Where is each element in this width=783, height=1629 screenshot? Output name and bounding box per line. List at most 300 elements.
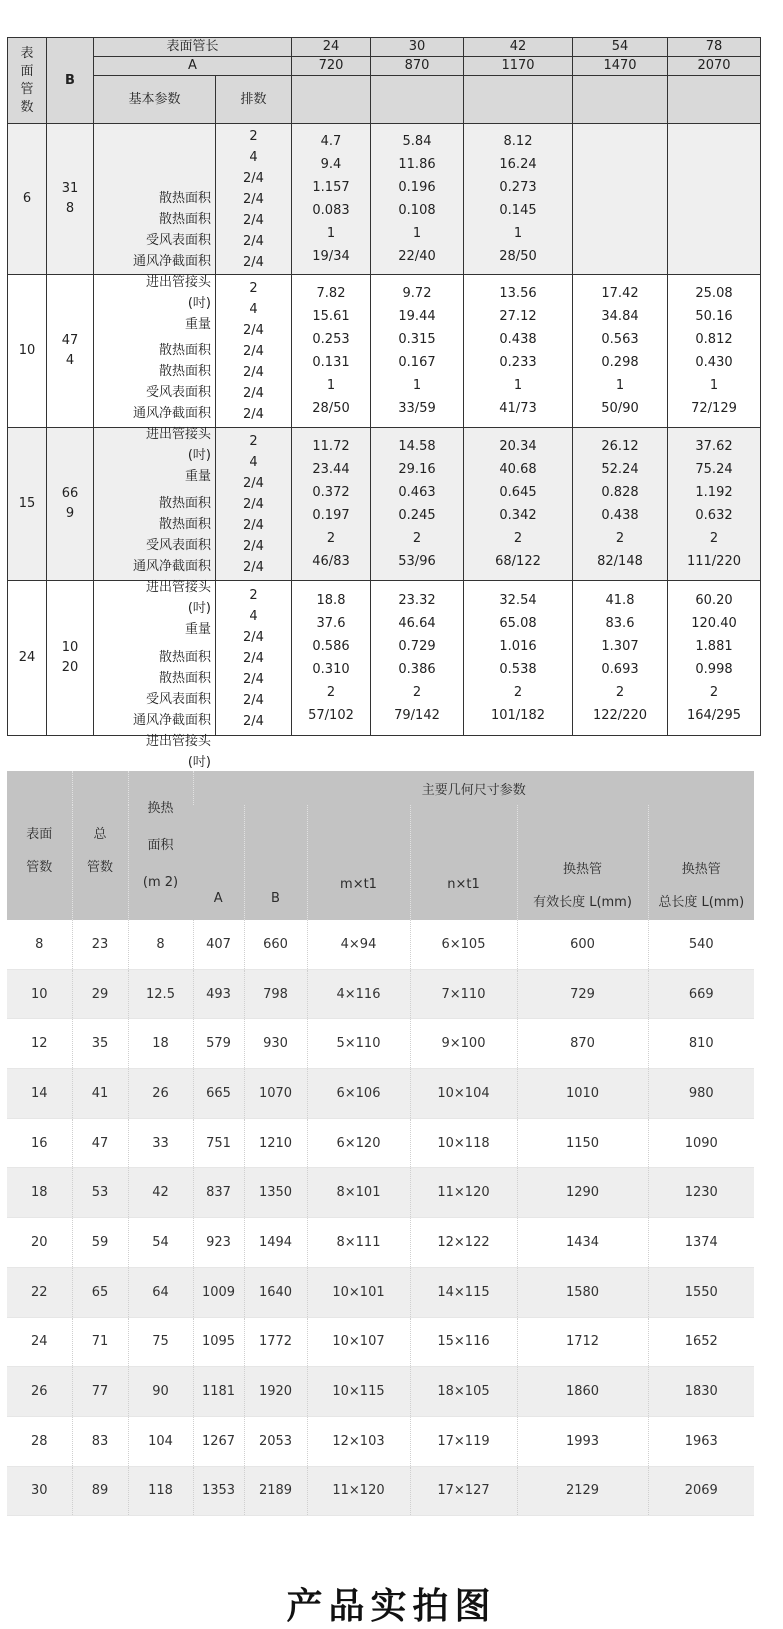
value: 79/142 <box>394 708 440 723</box>
param-label: 通风净截面积 <box>132 713 211 729</box>
value-list <box>668 275 761 428</box>
value: 28/50 <box>312 401 350 416</box>
value <box>573 153 667 176</box>
value: 11.72 <box>312 439 350 454</box>
cell-m-x-t1: 6×106 <box>307 1069 410 1119</box>
cell-heat-area: 33 <box>128 1118 193 1168</box>
value: 0.729 <box>398 639 436 654</box>
value: 82/148 <box>597 554 643 569</box>
cell-surface-tubes: 14 <box>7 1069 72 1119</box>
value: 0.196 <box>398 180 436 195</box>
value: 0.632 <box>695 508 733 523</box>
cell-total-tubes: 29 <box>72 969 128 1019</box>
param-label: (吋) <box>187 448 211 464</box>
cell-tube-total-length: 1374 <box>648 1218 754 1268</box>
value: 23.32 <box>398 593 436 608</box>
cell-total-tubes: 41 <box>72 1069 128 1119</box>
value: 19/34 <box>312 249 350 264</box>
group-b <box>47 581 94 736</box>
cell-dim-b: 930 <box>244 1019 307 1069</box>
value: 37.62 <box>695 439 733 454</box>
cell-dim-a: 1267 <box>193 1416 244 1466</box>
cell-surface-tubes: 18 <box>7 1168 72 1218</box>
param-label: 散热面积 <box>158 364 211 380</box>
cell-surface-tubes: 26 <box>7 1367 72 1417</box>
row-count: 2/4 <box>243 538 264 554</box>
table-row <box>7 1317 754 1367</box>
value: 7.82 <box>316 286 346 301</box>
cell-tube-total-length: 980 <box>648 1069 754 1119</box>
group-tubes: 6 <box>8 124 47 275</box>
cell-dim-b: 1070 <box>244 1069 307 1119</box>
value-list <box>292 124 371 275</box>
param-label: 重量 <box>184 622 211 638</box>
cell-heat-area: 18 <box>128 1019 193 1069</box>
value-list <box>292 275 371 428</box>
cell-tube-effective-length: 600 <box>517 920 648 969</box>
group-b-value: 318 <box>61 181 79 216</box>
cell-heat-area: 26 <box>128 1069 193 1119</box>
value: 0.273 <box>499 180 537 195</box>
product-photos-title: 产品实拍图 <box>286 1585 497 1627</box>
value-list <box>464 124 573 275</box>
group-tubes: 10 <box>8 275 47 428</box>
row-count: 2 <box>249 280 258 296</box>
cell-tube-effective-length: 1010 <box>517 1069 648 1119</box>
value: 0.586 <box>312 639 350 654</box>
row-count: 4 <box>249 454 258 470</box>
cell-total-tubes: 35 <box>72 1019 128 1069</box>
cell-dim-a: 1095 <box>193 1317 244 1367</box>
value: 11.86 <box>398 157 436 172</box>
cell-surface-tubes: 10 <box>7 969 72 1019</box>
group-b <box>47 428 94 581</box>
value-list <box>464 581 573 736</box>
value: 18.8 <box>316 593 346 608</box>
param-label: 通风净截面积 <box>132 559 211 575</box>
header-main-title: 主要几何尺寸参数 <box>193 771 754 805</box>
value: 40.68 <box>499 462 537 477</box>
row-count: 2 <box>249 433 258 449</box>
cell-dim-a: 1009 <box>193 1267 244 1317</box>
value: 52.24 <box>601 462 639 477</box>
value-list <box>573 581 668 736</box>
group-row <box>8 124 761 275</box>
header-length-78: 78 <box>668 38 761 57</box>
value <box>573 130 667 153</box>
param-label: 散热面积 <box>158 343 211 359</box>
value-list <box>292 428 371 581</box>
group-b <box>47 124 94 275</box>
value: 1 <box>412 226 422 241</box>
row-count: 2/4 <box>243 713 264 729</box>
cell-tube-total-length: 810 <box>648 1019 754 1069</box>
row-count-list <box>216 581 292 736</box>
value-list <box>292 581 371 736</box>
value: 0.233 <box>499 355 537 370</box>
header-length-30: 30 <box>371 38 464 57</box>
cell-n-x-t1: 9×100 <box>410 1019 517 1069</box>
value: 0.253 <box>312 332 350 347</box>
cell-tube-total-length: 2069 <box>648 1466 754 1516</box>
header-a-1170: 1170 <box>464 57 573 76</box>
header-a-870: 870 <box>371 57 464 76</box>
cell-tube-effective-length: 1150 <box>517 1118 648 1168</box>
cell-tube-effective-length: 1580 <box>517 1267 648 1317</box>
row-count: 4 <box>249 301 258 317</box>
value: 17.42 <box>601 286 639 301</box>
cell-dim-a: 1181 <box>193 1367 244 1417</box>
header-nxt1: n×t1 <box>410 805 517 920</box>
cell-n-x-t1: 11×120 <box>410 1168 517 1218</box>
value: 41.8 <box>605 593 635 608</box>
header-b: B <box>47 38 94 124</box>
value: 50/90 <box>601 401 639 416</box>
cell-total-tubes: 83 <box>72 1416 128 1466</box>
value: 0.131 <box>312 355 350 370</box>
cell-tube-effective-length: 2129 <box>517 1466 648 1516</box>
value: 1.307 <box>601 639 639 654</box>
value: 65.08 <box>499 616 537 631</box>
param-label: 进出管接头 <box>145 734 211 750</box>
cell-dim-b: 1640 <box>244 1267 307 1317</box>
value: 0.342 <box>499 508 537 523</box>
cell-dim-b: 1350 <box>244 1168 307 1218</box>
header-tube-total-length: 换热管 总长度 L(mm) <box>648 805 754 920</box>
group-b-value: 669 <box>61 486 79 521</box>
value <box>668 176 760 199</box>
value: 111/220 <box>686 554 741 569</box>
cell-heat-area: 42 <box>128 1168 193 1218</box>
value <box>668 199 760 222</box>
value: 2 <box>513 685 523 700</box>
row-count: 2 <box>249 128 258 144</box>
cell-n-x-t1: 12×122 <box>410 1218 517 1268</box>
value: 122/220 <box>592 708 647 723</box>
cell-tube-total-length: 1963 <box>648 1416 754 1466</box>
value: 19.44 <box>398 309 436 324</box>
value: 0.315 <box>398 332 436 347</box>
value: 9.72 <box>402 286 432 301</box>
cell-dim-a: 579 <box>193 1019 244 1069</box>
table-row <box>7 1218 754 1268</box>
value: 1 <box>412 378 422 393</box>
header-empty <box>573 76 668 124</box>
cell-dim-a: 923 <box>193 1218 244 1268</box>
value: 101/182 <box>490 708 545 723</box>
value: 0.298 <box>601 355 639 370</box>
value-list <box>668 581 761 736</box>
header-a-720: 720 <box>292 57 371 76</box>
value-list <box>464 428 573 581</box>
cell-m-x-t1: 8×111 <box>307 1218 410 1268</box>
cell-heat-area: 90 <box>128 1367 193 1417</box>
cell-dim-b: 1772 <box>244 1317 307 1367</box>
value-list <box>573 428 668 581</box>
param-label: 重量 <box>184 469 211 485</box>
cell-dim-b: 2053 <box>244 1416 307 1466</box>
header-b: B <box>244 805 307 920</box>
value: 0.998 <box>695 662 733 677</box>
value: 2 <box>412 685 422 700</box>
cell-surface-tubes: 20 <box>7 1218 72 1268</box>
value: 2 <box>326 531 336 546</box>
group-tubes: 24 <box>8 581 47 736</box>
row-count: 2/4 <box>243 254 264 270</box>
header-surface-tubes: 表面管数 <box>8 38 47 124</box>
value: 8.12 <box>503 134 533 149</box>
value: 75.24 <box>695 462 733 477</box>
value: 0.372 <box>312 485 350 500</box>
value: 0.538 <box>499 662 537 677</box>
row-count: 2/4 <box>243 496 264 512</box>
row-count: 2/4 <box>243 385 264 401</box>
cell-n-x-t1: 7×110 <box>410 969 517 1019</box>
row-count-list <box>216 124 292 275</box>
value: 14.58 <box>398 439 436 454</box>
value: 16.24 <box>499 157 537 172</box>
table-row <box>7 969 754 1019</box>
value: 0.145 <box>499 203 537 218</box>
value: 57/102 <box>308 708 354 723</box>
value: 34.84 <box>601 309 639 324</box>
header-surface-tubes: 表面 管数 <box>7 771 72 920</box>
value: 1 <box>615 378 625 393</box>
cell-m-x-t1: 10×101 <box>307 1267 410 1317</box>
group-tubes: 15 <box>8 428 47 581</box>
cell-total-tubes: 53 <box>72 1168 128 1218</box>
cell-dim-a: 1353 <box>193 1466 244 1516</box>
header-empty <box>292 76 371 124</box>
cell-tube-effective-length: 1860 <box>517 1367 648 1417</box>
cell-dim-a: 751 <box>193 1118 244 1168</box>
cell-m-x-t1: 11×120 <box>307 1466 410 1516</box>
value: 23.44 <box>312 462 350 477</box>
cell-n-x-t1: 17×119 <box>410 1416 517 1466</box>
cell-m-x-t1: 5×110 <box>307 1019 410 1069</box>
row-count: 2/4 <box>243 322 264 338</box>
row-count: 2/4 <box>243 406 264 422</box>
cell-heat-area: 64 <box>128 1267 193 1317</box>
cell-m-x-t1: 10×107 <box>307 1317 410 1367</box>
row-count: 4 <box>249 608 258 624</box>
cell-surface-tubes: 24 <box>7 1317 72 1367</box>
cell-dim-b: 660 <box>244 920 307 969</box>
cell-n-x-t1: 14×115 <box>410 1267 517 1317</box>
row-count-list <box>216 275 292 428</box>
cell-dim-a: 665 <box>193 1069 244 1119</box>
cell-heat-area: 118 <box>128 1466 193 1516</box>
value: 2 <box>709 531 719 546</box>
group-row <box>8 275 761 428</box>
value: 0.828 <box>601 485 639 500</box>
value: 46.64 <box>398 616 436 631</box>
value: 20.34 <box>499 439 537 454</box>
param-label: 散热面积 <box>158 650 211 666</box>
value: 0.438 <box>601 508 639 523</box>
param-list <box>94 124 216 333</box>
cell-tube-effective-length: 1290 <box>517 1168 648 1218</box>
cell-m-x-t1: 4×94 <box>307 920 410 969</box>
row-count: 2/4 <box>243 692 264 708</box>
value: 13.56 <box>499 286 537 301</box>
cell-m-x-t1: 12×103 <box>307 1416 410 1466</box>
header-length-24: 24 <box>292 38 371 57</box>
value: 0.438 <box>499 332 537 347</box>
cell-heat-area: 104 <box>128 1416 193 1466</box>
header-empty <box>668 76 761 124</box>
cell-dim-b: 1494 <box>244 1218 307 1268</box>
value <box>573 176 667 199</box>
cell-total-tubes: 59 <box>72 1218 128 1268</box>
header-length-54: 54 <box>573 38 668 57</box>
cell-heat-area: 8 <box>128 920 193 969</box>
value: 0.812 <box>695 332 733 347</box>
cell-heat-area: 75 <box>128 1317 193 1367</box>
cell-total-tubes: 71 <box>72 1317 128 1367</box>
header-empty <box>464 76 573 124</box>
header-a: A <box>193 805 244 920</box>
value: 60.20 <box>695 593 733 608</box>
cell-dim-b: 798 <box>244 969 307 1019</box>
value: 22/40 <box>398 249 436 264</box>
row-count: 2 <box>249 587 258 603</box>
value: 1.192 <box>695 485 733 500</box>
cell-dim-b: 1920 <box>244 1367 307 1417</box>
value: 72/129 <box>691 401 737 416</box>
value: 33/59 <box>398 401 436 416</box>
cell-dim-a: 493 <box>193 969 244 1019</box>
row-count: 2/4 <box>243 212 264 228</box>
table-row <box>7 1267 754 1317</box>
value: 2 <box>709 685 719 700</box>
value: 0.197 <box>312 508 350 523</box>
value: 26.12 <box>601 439 639 454</box>
cell-n-x-t1: 15×116 <box>410 1317 517 1367</box>
group-b-value: 474 <box>61 333 79 368</box>
param-label: 散热面积 <box>158 671 211 687</box>
cell-surface-tubes: 8 <box>7 920 72 969</box>
header-length-42: 42 <box>464 38 573 57</box>
cell-total-tubes: 65 <box>72 1267 128 1317</box>
value: 1 <box>513 226 523 241</box>
row-count: 2/4 <box>243 364 264 380</box>
value: 0.563 <box>601 332 639 347</box>
param-label: 受风表面积 <box>145 233 211 249</box>
value-list <box>371 428 464 581</box>
value: 25.08 <box>695 286 733 301</box>
cell-tube-effective-length: 870 <box>517 1019 648 1069</box>
param-label: 进出管接头 <box>145 580 211 596</box>
param-label: 散热面积 <box>158 212 211 228</box>
value <box>668 222 760 245</box>
value <box>668 153 760 176</box>
row-count: 2/4 <box>243 191 264 207</box>
value <box>668 245 760 268</box>
value-list <box>668 124 761 275</box>
header-a-2070: 2070 <box>668 57 761 76</box>
cell-total-tubes: 47 <box>72 1118 128 1168</box>
param-label: (吋) <box>187 296 211 312</box>
cell-tube-effective-length: 1712 <box>517 1317 648 1367</box>
row-count: 2/4 <box>243 650 264 666</box>
row-count: 2/4 <box>243 559 264 575</box>
value: 1 <box>326 226 336 241</box>
header-a-1470: 1470 <box>573 57 668 76</box>
value-list <box>371 275 464 428</box>
value: 29.16 <box>398 462 436 477</box>
header-total-tubes: 总 管数 <box>72 771 128 920</box>
header-basic-params: 基本参数 <box>94 76 216 124</box>
value: 1.881 <box>695 639 733 654</box>
value-list <box>668 428 761 581</box>
row-count: 2/4 <box>243 233 264 249</box>
value: 1.016 <box>499 639 537 654</box>
param-label: 受风表面积 <box>145 538 211 554</box>
value <box>668 130 760 153</box>
value: 0.463 <box>398 485 436 500</box>
value: 0.386 <box>398 662 436 677</box>
cell-heat-area: 12.5 <box>128 969 193 1019</box>
cell-dim-a: 837 <box>193 1168 244 1218</box>
table-row <box>7 1466 754 1516</box>
value: 32.54 <box>499 593 537 608</box>
value: 27.12 <box>499 309 537 324</box>
header-empty <box>371 76 464 124</box>
value <box>573 245 667 268</box>
value: 41/73 <box>499 401 537 416</box>
value: 0.245 <box>398 508 436 523</box>
param-label: 散热面积 <box>158 191 211 207</box>
value: 5.84 <box>402 134 432 149</box>
value: 53/96 <box>398 554 436 569</box>
param-label: 受风表面积 <box>145 385 211 401</box>
cell-n-x-t1: 18×105 <box>410 1367 517 1417</box>
cell-n-x-t1: 17×127 <box>410 1466 517 1516</box>
table-row <box>7 1416 754 1466</box>
value-list <box>371 581 464 736</box>
value: 37.6 <box>316 616 346 631</box>
cell-tube-total-length: 540 <box>648 920 754 969</box>
value: 50.16 <box>695 309 733 324</box>
spec-table-1 <box>7 37 761 771</box>
spec-table-2 <box>7 771 754 1516</box>
value: 15.61 <box>312 309 350 324</box>
group-row <box>8 581 761 736</box>
row-count: 4 <box>249 149 258 165</box>
value: 83.6 <box>605 616 635 631</box>
value: 28/50 <box>499 249 537 264</box>
cell-m-x-t1: 6×120 <box>307 1118 410 1168</box>
cell-dim-b: 2189 <box>244 1466 307 1516</box>
param-label: (吋) <box>187 755 211 771</box>
cell-total-tubes: 23 <box>72 920 128 969</box>
value: 0.108 <box>398 203 436 218</box>
value: 1 <box>513 378 523 393</box>
cell-tube-effective-length: 1993 <box>517 1416 648 1466</box>
param-label: 受风表面积 <box>145 692 211 708</box>
cell-surface-tubes: 22 <box>7 1267 72 1317</box>
value: 0.310 <box>312 662 350 677</box>
cell-surface-tubes: 12 <box>7 1019 72 1069</box>
cell-tube-total-length: 1830 <box>648 1367 754 1417</box>
param-label: 散热面积 <box>158 496 211 512</box>
row-count: 2/4 <box>243 671 264 687</box>
cell-heat-area: 54 <box>128 1218 193 1268</box>
cell-m-x-t1: 8×101 <box>307 1168 410 1218</box>
row-count: 2/4 <box>243 517 264 533</box>
table-row <box>7 1168 754 1218</box>
